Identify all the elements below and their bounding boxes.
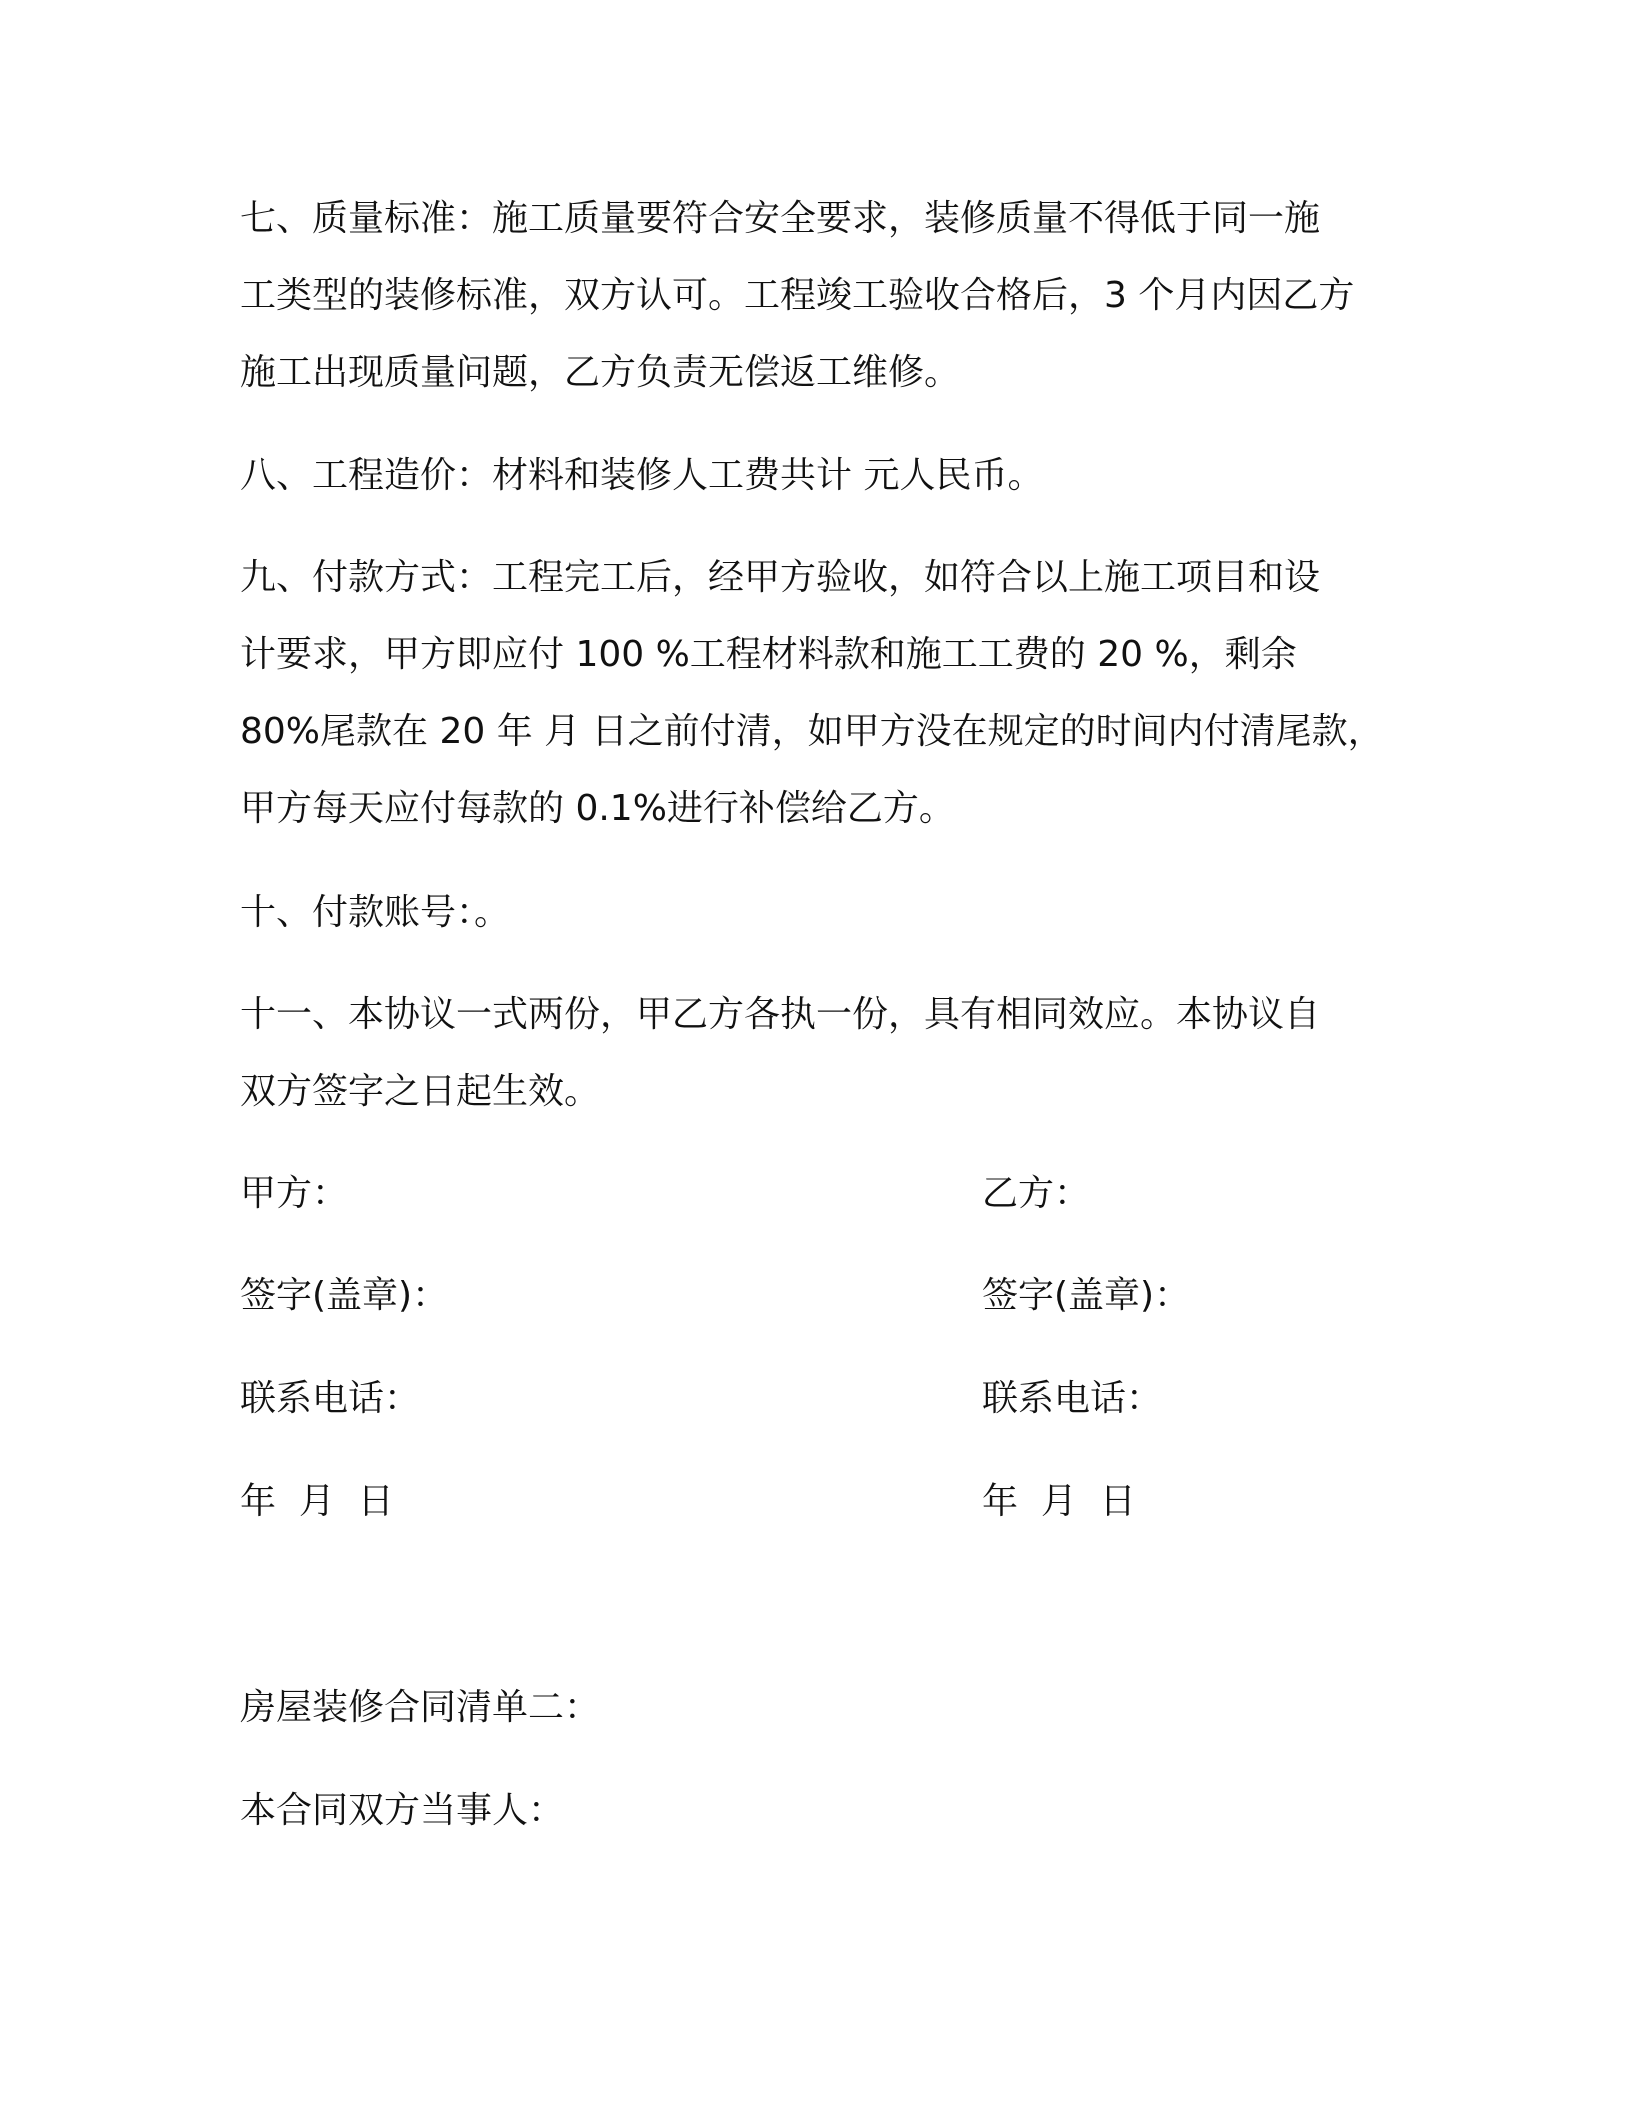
party-b-date: 年 月 日: [982, 1481, 1136, 1522]
clause-account-line: 十、付款账号：。: [240, 892, 511, 933]
clause-payment-line: 计要求，甲方即应付 100 %工程材料款和施工工费的 20 %，剩余: [240, 634, 1297, 675]
party-b-sign: 签字(盖章)：: [982, 1275, 1191, 1316]
clause-copies-line: 十一、本协议一式两份，甲乙方各执一份，具有相同效应。本协议自: [240, 994, 1321, 1035]
party-b-label: 乙方：: [982, 1173, 1091, 1214]
clause-quality: [240, 180, 1390, 411]
clause-cost-line: 八、工程造价：材料和装修人工费共计 元人民币。: [240, 455, 1044, 496]
clause-payment-line: 80%尾款在 20 年 月 日之前付清，如甲方没在规定的时间内付清尾款，: [240, 711, 1384, 752]
clause-payment-line: 甲方每天应付每款的 0.1%进行补偿给乙方。: [240, 788, 955, 829]
section-title: 房屋装修合同清单二：: [240, 1687, 601, 1728]
party-b-phone: 联系电话：: [982, 1378, 1163, 1419]
party-a-sign: 签字(盖章)：: [240, 1275, 449, 1316]
party-a-date: 年 月 日: [240, 1481, 394, 1522]
clause-copies-line: 双方签字之日起生效。: [240, 1071, 601, 1112]
party-a-label: 甲方：: [240, 1173, 349, 1214]
clause-quality-line: 施工出现质量问题，乙方负责无偿返工维修。: [240, 352, 961, 393]
clause-quality-line: 工类型的装修标准，双方认可。工程竣工验收合格后，3 个月内因乙方: [240, 275, 1355, 316]
clause-copies: [240, 976, 1390, 1130]
party-a-phone: 联系电话：: [240, 1378, 421, 1419]
clause-payment-line: 九、付款方式：工程完工后，经甲方验收，如符合以上施工项目和设: [240, 557, 1321, 598]
contract-parties: 本合同双方当事人：: [240, 1790, 565, 1831]
clause-cost: [240, 437, 1390, 514]
clause-account: [240, 874, 1390, 951]
clause-quality-line: 七、质量标准：施工质量要符合安全要求，装修质量不得低于同一施: [240, 198, 1321, 239]
clause-payment: [240, 539, 1390, 847]
